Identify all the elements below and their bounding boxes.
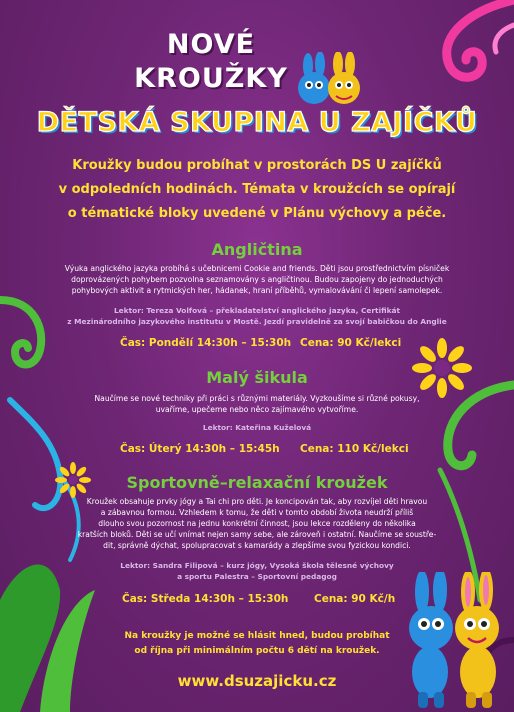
section-text: dlouho svou pozornost na jednu konkrétní činnost, jsou lekce rozděleny do několika (98, 519, 416, 528)
intro-line-3: o tématické bloky uvedené v Plánu výchovy a péče. (67, 206, 447, 221)
section-time: Čas: Středa 14:30h – 15:30h (122, 593, 289, 605)
section-lektor: a sportu Palestra – Sportovní pedagog (177, 572, 337, 581)
intro-line-2: v odpoledních hodinách. Témata v kroužcích se opírají (58, 182, 456, 197)
section-title-maly-sikula: Malý šikula (206, 368, 308, 387)
section-price: Cena: 90 Kč/h (314, 593, 396, 605)
section-title-anglictina: Angličtina (211, 240, 303, 259)
section-text: Kroužek obsahuje prvky jógy a Tai chi pro děti. Je koncipován tak, aby rozvíjel děti hravou (86, 497, 428, 506)
section-time: Čas: Pondělí 14:30h – 15:30h (120, 337, 292, 349)
section-price: Cena: 90 Kč/lekci (300, 337, 402, 349)
section-price: Cena: 110 Kč/lekci (300, 443, 409, 455)
section-text: a zábavnou formou. Vzhledem k tomu, že děti v tomto období života neudrží příliš (100, 508, 414, 517)
section-text: doprovázených pohybem pozvolna seznamovány s angličtinou. Budou zapojeny do jednoduchých (71, 275, 443, 284)
section-text: Výuka anglického jazyka probíhá s učebnicemi Cookie and friends. Děti jsou prostřednictvím písniček (64, 264, 450, 273)
footer-note-line-2: od října při minimálním počtu 6 dětí na kroužek. (134, 646, 380, 656)
section-text: dit, správně dýchat, spolupracovat s kamarády a zlepšíme svou fyzickou kondici. (103, 541, 411, 550)
subtitle-detska-skupina: DĚTSKÁ SKUPINA U ZAJÍČKŮ (36, 107, 478, 138)
section-text: uvaříme, upečeme nebo něco zajímavého vytvoříme. (155, 405, 359, 414)
section-lektor: Lektor: Tereza Volfová – překladatelství anglického jazyka, Certifikát (113, 306, 401, 315)
footer-note-line-1: Na kroužky je možné se hlásit hned, budou probíhat (124, 631, 390, 641)
section-lektor: Lektor: Kateřina Kuželová (202, 423, 312, 432)
section-text: pohybových aktivit a rytmických her, hádanek, hraní příběhů, vymalovávání či lepení samolepek. (71, 286, 443, 295)
title-line-2: KROUŽKY (134, 63, 288, 94)
section-text: Naučíme se nové techniky při práci s různými materiály. Vyzkoušíme si různé pokusy, (94, 394, 420, 403)
intro-line-1: Kroužky budou probíhat v prostorách DS U zajíčků (72, 158, 442, 173)
website-link[interactable]: www.dsuzajicku.cz (177, 672, 337, 690)
title-line-1: NOVÉ (166, 29, 256, 60)
section-lektor: Lektor: Sandra Filipová – kurz jógy, Vysoká škola tělesné výchovy (120, 561, 394, 570)
section-time: Čas: Úterý 14:30h – 15:45h (120, 443, 280, 455)
section-text: kratších bloků. Děti se učí vnímat nejen samy sebe, ale zároveň i ostatní. Naučíme se soustře- (77, 530, 437, 539)
section-title-sportovne-relaxacni: Sportovně–relaxační kroužek (126, 473, 388, 492)
section-lektor: z Mezinárodního jazykového institutu v Mostě. Jezdí pravidelně za svojí babičkou do Anglie (67, 317, 447, 326)
